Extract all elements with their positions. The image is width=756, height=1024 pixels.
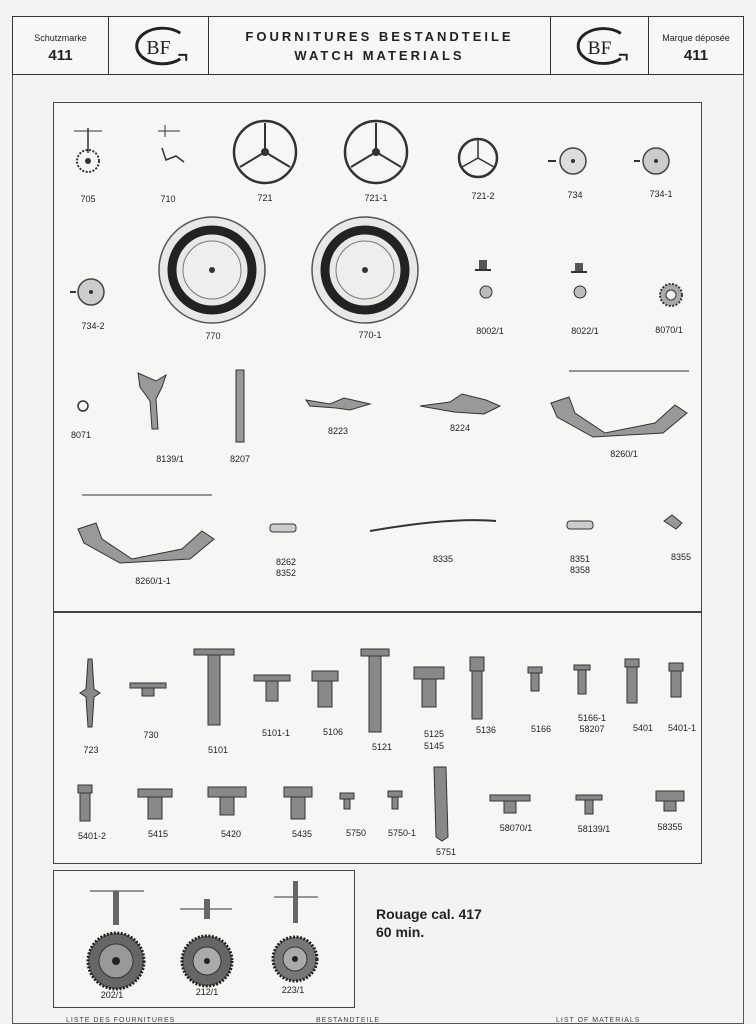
part-number: 58207	[579, 724, 605, 734]
part-number: 5750-1	[387, 828, 417, 838]
spring-lever-icon	[551, 371, 689, 437]
part-number: 5401-1	[667, 723, 697, 733]
parts-drawing-1	[54, 103, 703, 613]
screw-icon	[266, 681, 278, 701]
part-number: 5751	[435, 847, 457, 857]
disc-icon	[548, 148, 586, 174]
screw-icon	[656, 791, 684, 801]
wire-icon	[370, 520, 496, 531]
part-number: 5101-1	[261, 728, 291, 738]
lever-icon	[138, 373, 166, 429]
screw-icon	[254, 675, 290, 681]
part-number: 8002/1	[476, 326, 504, 336]
part-number: 734	[567, 190, 583, 200]
bf-logo-icon	[551, 25, 648, 67]
part-number: 8022/1	[571, 326, 599, 336]
part-number: 5125	[423, 729, 445, 739]
screw-icon	[392, 797, 398, 809]
rouage-subtitle: 60 min.	[376, 924, 425, 940]
screw-icon	[361, 649, 389, 656]
part-number: 8352	[275, 568, 297, 578]
part-number: 5166	[530, 724, 552, 734]
screw-icon	[422, 679, 436, 707]
part-number: 734-2	[81, 321, 105, 331]
disc-icon	[70, 279, 104, 305]
stem-icon	[434, 767, 448, 841]
screw-icon	[312, 671, 338, 681]
screw-icon	[669, 663, 683, 671]
panel-parts-1	[53, 102, 702, 612]
screw-icon	[344, 799, 350, 809]
bf-logo-icon	[109, 25, 208, 67]
jewel-setting-icon	[475, 260, 492, 298]
screw-icon	[578, 670, 586, 694]
part-number: 58070/1	[499, 823, 533, 833]
bridge-icon	[306, 398, 370, 410]
screw-icon	[414, 667, 444, 679]
part-number: 721-2	[471, 191, 495, 201]
title-fr-de: FOURNITURES BESTANDTEILE	[245, 29, 514, 44]
screw-icon	[576, 795, 602, 800]
large-disk-icon	[159, 217, 265, 323]
screw-icon	[208, 787, 246, 797]
part-number: 8071	[70, 430, 92, 440]
part-number: 770	[205, 331, 221, 341]
escape-wheel-icon	[74, 128, 102, 172]
trademark-number: 411	[48, 47, 73, 64]
part-number: 8355	[670, 552, 692, 562]
part-number: 8260/1	[610, 449, 638, 459]
screw-icon	[80, 793, 90, 821]
part-number: 5435	[291, 829, 313, 839]
part-number: 5415	[147, 829, 169, 839]
part-number: 5166-1	[577, 713, 607, 723]
balance-staff-icon	[80, 659, 100, 727]
trademark-right	[649, 17, 743, 74]
part-number: 8358	[569, 565, 591, 575]
disc-icon	[634, 148, 669, 174]
screw-icon	[78, 785, 92, 793]
part-number: 5106	[322, 727, 344, 737]
coil-spring-icon	[270, 524, 296, 532]
logo-right	[551, 17, 649, 74]
part-number: 5750	[345, 828, 367, 838]
svg-text:BF: BF	[587, 37, 612, 59]
title-block	[209, 17, 551, 74]
screw-icon	[388, 791, 402, 797]
panel-wheel-train	[53, 870, 355, 1008]
part-number: 721-1	[364, 193, 388, 203]
part-number: 723	[83, 745, 99, 755]
screw-icon	[528, 667, 542, 673]
part-number: 5121	[371, 742, 393, 752]
part-number: 730	[143, 730, 159, 740]
part-number: 710	[160, 194, 176, 204]
ring-icon	[78, 401, 88, 411]
part-number: 721	[257, 193, 273, 203]
gear-wheel-icon	[88, 891, 144, 989]
screw-icon	[138, 789, 172, 797]
jewel-setting-icon	[571, 263, 587, 298]
trademark-number: 411	[683, 47, 709, 64]
screw-icon	[574, 665, 590, 670]
part-number: 8260/1-1	[135, 576, 171, 586]
part-number: 8207	[229, 454, 251, 464]
trademark-label: Schutzmarke	[34, 33, 87, 43]
screw-icon	[220, 797, 234, 815]
screw-icon	[490, 795, 530, 801]
part-number: 8262	[275, 557, 297, 567]
screw-icon	[504, 801, 516, 813]
trademark-left	[13, 17, 109, 74]
screw-icon	[369, 656, 381, 732]
part-number: 770-1	[358, 330, 382, 340]
part-number: 5401	[632, 723, 654, 733]
balance-wheel-icon	[234, 121, 296, 183]
part-number: 8139/1	[156, 454, 184, 464]
trademark-label: Marque déposée	[662, 33, 730, 43]
screw-icon	[194, 649, 234, 655]
ratchet-wheel-icon	[660, 284, 682, 306]
screw-icon	[664, 801, 676, 811]
part-number: 223/1	[281, 985, 305, 995]
footer-mid: BESTANDTEILE	[316, 1017, 380, 1024]
screw-icon	[291, 797, 305, 819]
balance-wheel-small-icon	[459, 139, 497, 177]
footer-left: LISTE DES FOURNITURES	[66, 1017, 176, 1024]
balance-wheel-icon	[345, 121, 407, 183]
screw-icon	[208, 655, 220, 725]
part-number: 58139/1	[577, 824, 611, 834]
part-number: 202/1	[100, 990, 124, 1000]
screw-icon	[284, 787, 312, 797]
part-number: 8351	[569, 554, 591, 564]
screw-icon	[531, 673, 539, 691]
screw-icon	[470, 657, 484, 671]
bar-spring-icon	[236, 370, 244, 442]
spring-lever-icon	[78, 495, 214, 563]
screw-icon	[671, 671, 681, 697]
pallet-fork-icon	[158, 125, 184, 162]
part-number: 212/1	[195, 987, 219, 997]
screw-icon	[585, 800, 593, 814]
panel-parts-2	[53, 612, 702, 864]
part-number: 705	[80, 194, 96, 204]
coil-spring-icon	[567, 521, 593, 529]
page-header	[12, 16, 744, 75]
part-number: 8224	[449, 423, 471, 433]
screw-icon	[625, 659, 639, 667]
gear-wheel-icon	[273, 881, 318, 981]
part-number: 5101	[207, 745, 229, 755]
footer-right: LIST OF MATERIALS	[556, 1017, 641, 1024]
screw-icon	[627, 667, 637, 703]
gear-wheel-icon	[180, 899, 232, 986]
part-number: 8223	[327, 426, 349, 436]
part-number: 8070/1	[655, 325, 683, 335]
bridge-icon	[420, 394, 500, 414]
screw-icon	[148, 797, 162, 819]
part-number: 5401-2	[77, 831, 107, 841]
screw-icon	[340, 793, 354, 799]
roller-icon	[142, 688, 154, 696]
part-number: 8335	[432, 554, 454, 564]
part-number: 734-1	[649, 189, 673, 199]
part-number: 5136	[475, 725, 497, 735]
roller-icon	[130, 683, 166, 688]
part-number: 58355	[657, 822, 683, 832]
click-icon	[664, 515, 682, 529]
screw-icon	[472, 671, 482, 719]
title-en: WATCH MATERIALS	[294, 48, 465, 63]
large-disk-icon	[312, 217, 418, 323]
svg-text:BF: BF	[146, 36, 171, 59]
screw-icon	[318, 681, 332, 707]
rouage-title: Rouage cal. 417	[376, 906, 482, 922]
part-number: 5420	[220, 829, 242, 839]
logo-left	[109, 17, 209, 74]
part-number: 5145	[423, 741, 445, 751]
